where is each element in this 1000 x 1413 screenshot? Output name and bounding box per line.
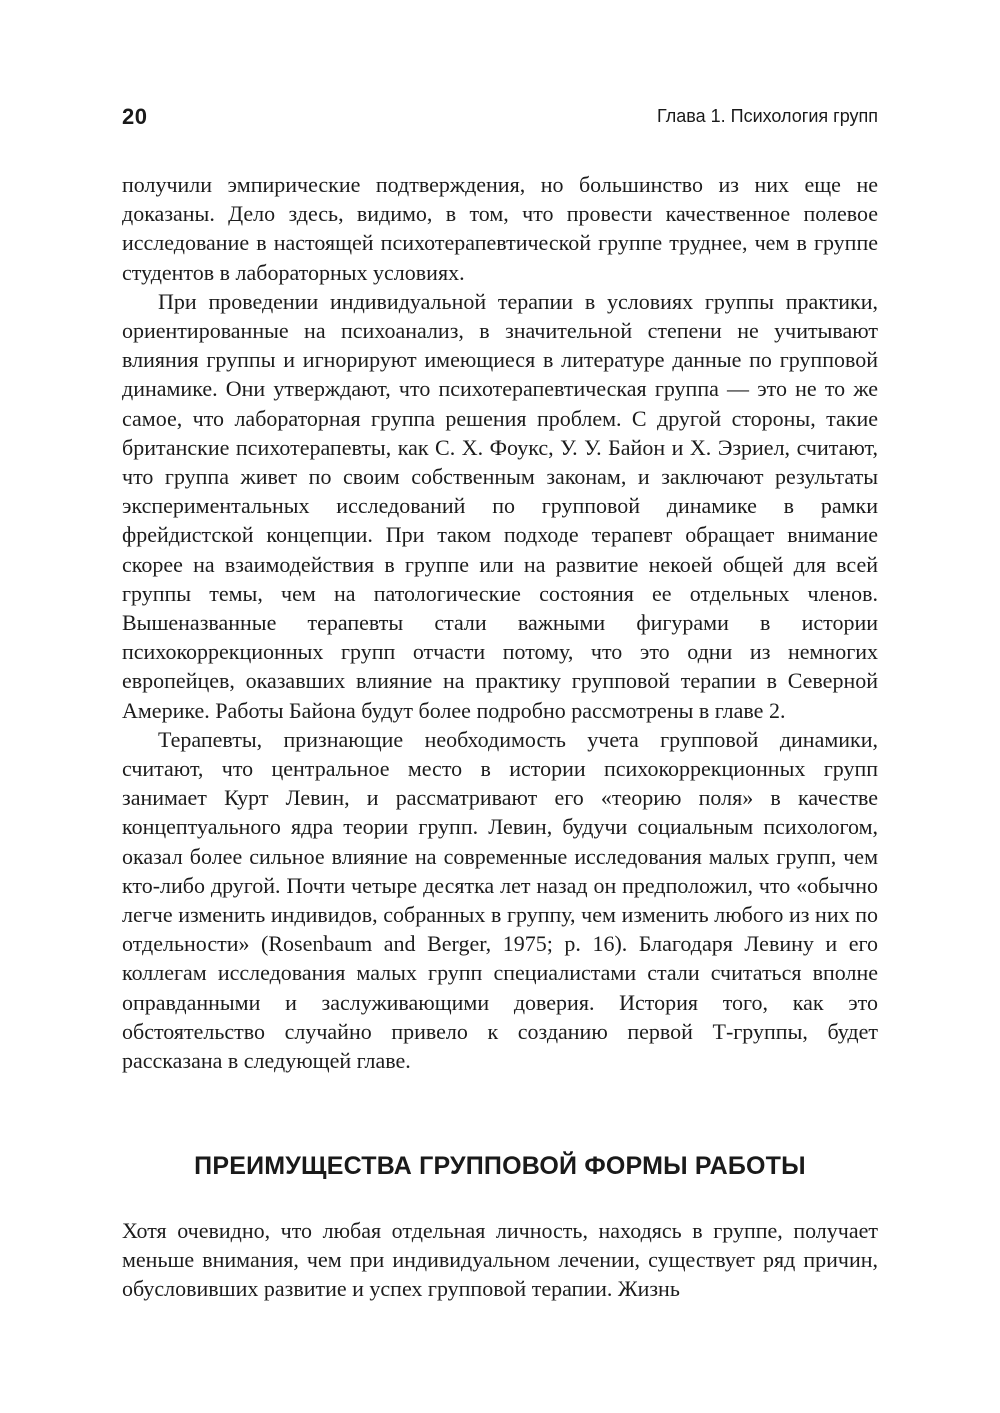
paragraph-3: Терапевты, признающие необходимость учета групповой динамики, считают, что центральное место в истории психокоррекционных групп занимает Курт Левин, и рассматривают его «теорию поля» в качестве концептуального ядра теории групп. Левин, будучи социальным психологом, оказал более сильное влияние на современные исследования малых групп, чем кто-либо другой. Почти четыре десятка лет назад он предположил, что «обычно легче изменить индивидов, собранных в группу, чем изменить любого из них по отдельности» (Rosenbaum and Berger, 1975; p. 16). Благодаря Левину и его коллегам исследования малых групп специалистами стали считаться вполне оправданными и заслуживающими доверия. История того, как это обстоятельство случайно привело к созданию первой Т-группы, будет рассказана в следующей главе. (122, 726, 878, 1074)
section-text (122, 1216, 878, 1304)
section-heading: ПРЕИМУЩЕСТВА ГРУППОВОЙ ФОРМЫ РАБОТЫ (194, 1152, 806, 1180)
chapter-title: Глава 1. Психология групп (657, 106, 878, 126)
section-paragraph-1: Хотя очевидно, что любая отдельная личность, находясь в группе, получает меньше внимания, чем при индивидуальном лечении, существует ряд причин, обусловивших развитие и успех групповой терапии. Жизнь (122, 1218, 878, 1302)
running-head (122, 104, 878, 138)
paragraph-2: При проведении индивидуальной терапии в условиях группы практики, ориентированные на психоанализ, в значительной степени не учитывают влияния группы и игнорируют имеющиеся в литературе данные по групповой динамике. Они утверждают, что психотерапевтическая группа — это не то же самое, что лабораторная группа решения проблем. С другой стороны, такие британские психотерапевты, как С. Х. Фоукс, У. У. Байон и Х. Эзриел, считают, что группа живет по своим собственным законам, и заключают результаты экспериментальных исследований по групповой динамике в рамки фрейдистской концепции. При таком подходе терапевт обращает внимание скорее на взаимодействия в группе или на развитие некоей общей для всей группы темы, чем на патологические состояния ее отдельных членов. Вышеназванные терапевты стали важными фигурами в истории психокоррекционных групп отчасти потому, что это одни из немногих европейцев, оказавших влияние на практику групповой терапии в Северной Америке. Работы Байона будут более подробно рассмотрены в главе 2. (122, 288, 878, 723)
paragraph-1: получили эмпирические подтверждения, но большинство из них еще не доказаны. Дело здесь, видимо, в том, что провести качественное полевое исследование в настоящей психотерапевтической группе труднее, чем в группе студентов в лабораторных условиях. (122, 172, 878, 285)
body-text (122, 170, 878, 1075)
page-number: 20 (122, 104, 148, 129)
